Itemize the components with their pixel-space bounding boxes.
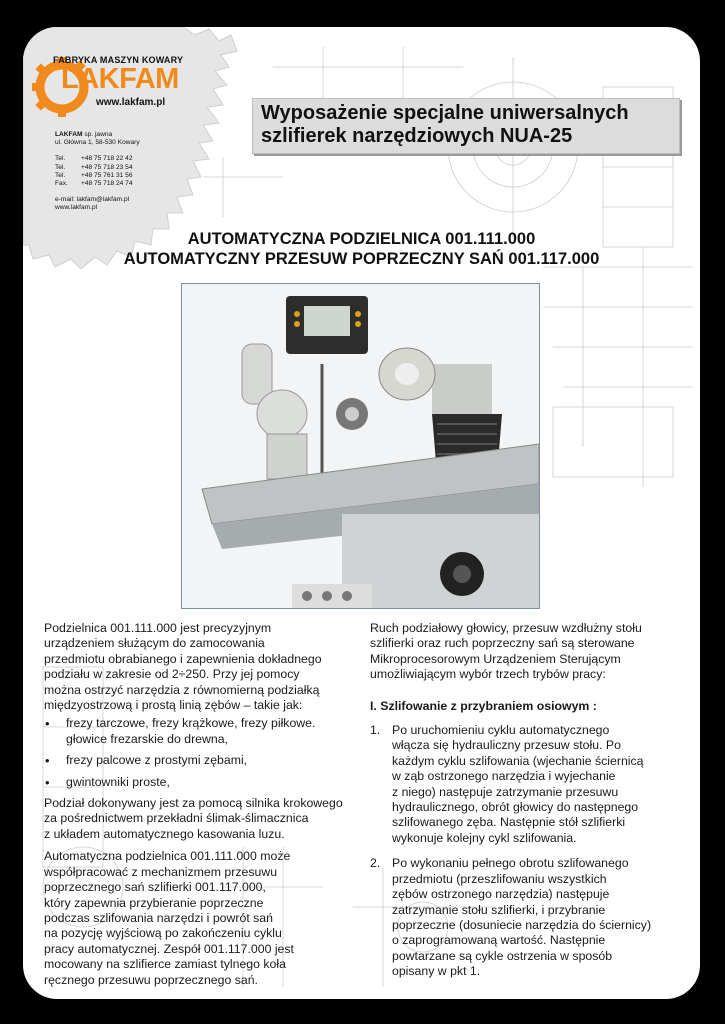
right-text-column — [370, 621, 690, 986]
page-title-line-1: Wyposażenie specjalne uniwersalnych — [261, 102, 629, 124]
mode-steps-list — [370, 723, 690, 980]
logo-tagline: FABRYKA MASZYN KOWARY — [53, 55, 184, 65]
fax-row: Fax. +48 75 718 24 74 — [55, 180, 133, 188]
mode-subheading: I. Szlifowanie z przybraniem osiowym : — [370, 698, 597, 713]
logo-wordmark: LAKFAM — [61, 63, 179, 95]
product-heading-1: AUTOMATYCZNA PODZIELNICA 001.111.000 — [187, 230, 536, 248]
company-address: ul. Główna 1, 58-530 Kowary — [55, 139, 140, 147]
page-title-line-2: szlifierek narzędziowych NUA-25 — [261, 125, 573, 147]
list-item: • gwintowniki proste, — [44, 775, 364, 790]
company-name: LAKFAM sp. jawna — [55, 131, 113, 138]
list-item: • frezy tarczowe, frezy krążkowe, frezy piłkowe. głowice frezarskie do drewna, — [44, 716, 364, 747]
company-website[interactable]: www.lakfam.pl — [55, 204, 98, 212]
list-item: • frezy palcowe z prostymi zębami, — [44, 753, 364, 768]
left-text-column — [44, 621, 364, 988]
phone-row: Tel. +48 75 761 31 56 — [55, 171, 133, 179]
list-item: 2. Po wykonaniu pełnego obrotu szlifowanego przedmiotu (przeszlifowaniu wszystkich zębów ostrzonego narzędzia) następuje zatrzymanie stołu szlifierki, i przybranie poprzeczne (dosuniecie narzędzia do ściernicy) o zaprogramowaną wartość. Następnie powtarzane są cykle ostrzenia w sposób opisany w pkt 1. — [370, 856, 652, 979]
phone-row: Tel. +48 75 718 23 54 — [55, 163, 133, 171]
company-email[interactable]: e-mail: lakfam@lakfam.pl — [55, 196, 130, 204]
control-paragraph: Ruch podziałowy głowicy, przesuw wzdłużny stołu szlifierki oraz ruch poprzeczny sań są sterowane Mikroprocesorowym Urządzeniem Sterującym umożliwiającym wybór trzech trybów pracy: — [370, 621, 642, 682]
intro-paragraph: Podzielnica 001.111.000 jest precyzyjnym urządzeniem służącym do zamocowania przedmiotu obrabianego i zapewnienia dokładnego podziału w zakresie od 2÷250. Przy jej pomocy można ostrzyć narzędzia z równomierną podziałką międzyostrzową i prostą linią zębów – takie jak: — [44, 621, 322, 713]
product-heading-2: AUTOMATYCZNY PRZESUW POPRZECZNY SAŃ 001.117.000 — [123, 250, 600, 268]
brochure-page — [23, 27, 700, 999]
tool-list — [44, 716, 364, 790]
list-item: 1. Po uruchomieniu cyklu automatycznego włącza się hydrauliczny przesuw stołu. Po każdym cyklu szlifowania (wjechanie ściernicą w ząb ostrzonego narzędzia i wyjechanie z niego) następuje zatrzymanie przesuwu hydraulicznego, obrót głowicy do następnego szlifowanego zęba. Następnie stół szlifierki wykonuje kolejny cykl szlifowania. — [370, 723, 644, 845]
machine-photo — [181, 283, 540, 609]
page-title-box — [252, 98, 680, 154]
logo-website: www.lakfam.pl — [96, 97, 166, 108]
contact-block — [55, 131, 140, 213]
division-paragraph: Podział dokonywany jest za pomocą silnika krokowego za pośrednictwem przekładni ślimak-ślimacznica z układem automatycznego kasowania luzu. — [44, 796, 343, 841]
cooperation-paragraph: Automatyczna podzielnica 001.111.000 może współpracować z mechanizmem przesuwu poprzecznego sań szlifierki 001.117.000, który zapewnia przybieranie poprzeczne podczas szlifowania narzędzi i powrót sań na pozycję wyjściową po zakończeniu cyklu pracy automatycznej. Zespół 001.117.000 jest mocowany na szlifierce zamiast tylnego koła ręcznego przesuwu poprzecznego sań. — [44, 849, 294, 987]
phone-row: Tel. +48 75 718 22 42 — [55, 155, 133, 163]
